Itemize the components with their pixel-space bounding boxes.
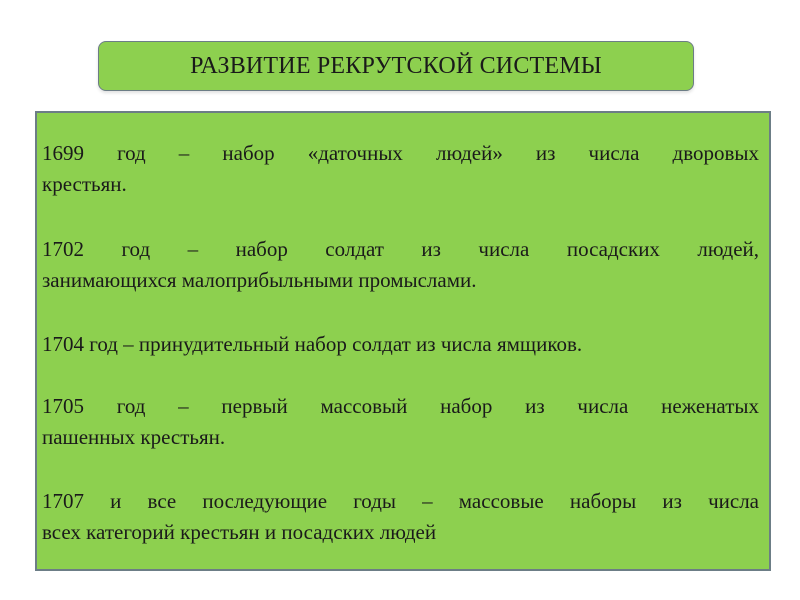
paragraph-1699: [42, 138, 759, 200]
paragraph-1707: [42, 486, 759, 548]
paragraph-1704: [42, 329, 759, 360]
paragraph-1702: [42, 234, 759, 296]
paragraph-line: крестьян.: [42, 172, 127, 196]
paragraph-line: пашенных крестьян.: [42, 425, 226, 449]
paragraph-1705: [42, 391, 759, 453]
paragraph-line: 1704 год – принудительный набор солдат из числа ямщиков.: [42, 332, 583, 356]
title-banner: [98, 41, 694, 91]
paragraph-line: 1702 год – набор солдат из числа посадских людей,: [42, 237, 759, 261]
paragraph-line: занимающихся малоприбыльными промыслами.: [42, 268, 477, 292]
slide-title: РАЗВИТИЕ РЕКРУТСКОЙ СИСТЕМЫ: [190, 52, 602, 79]
paragraph-line: 1707 и все последующие годы – массовые наборы из числа: [42, 489, 759, 513]
paragraph-line: 1705 год – первый массовый набор из числа неженатых: [42, 394, 759, 418]
paragraph-line: всех категорий крестьян и посадских людей: [42, 520, 437, 544]
paragraph-line: 1699 год – набор «даточных людей» из числа дворовых: [42, 141, 759, 165]
